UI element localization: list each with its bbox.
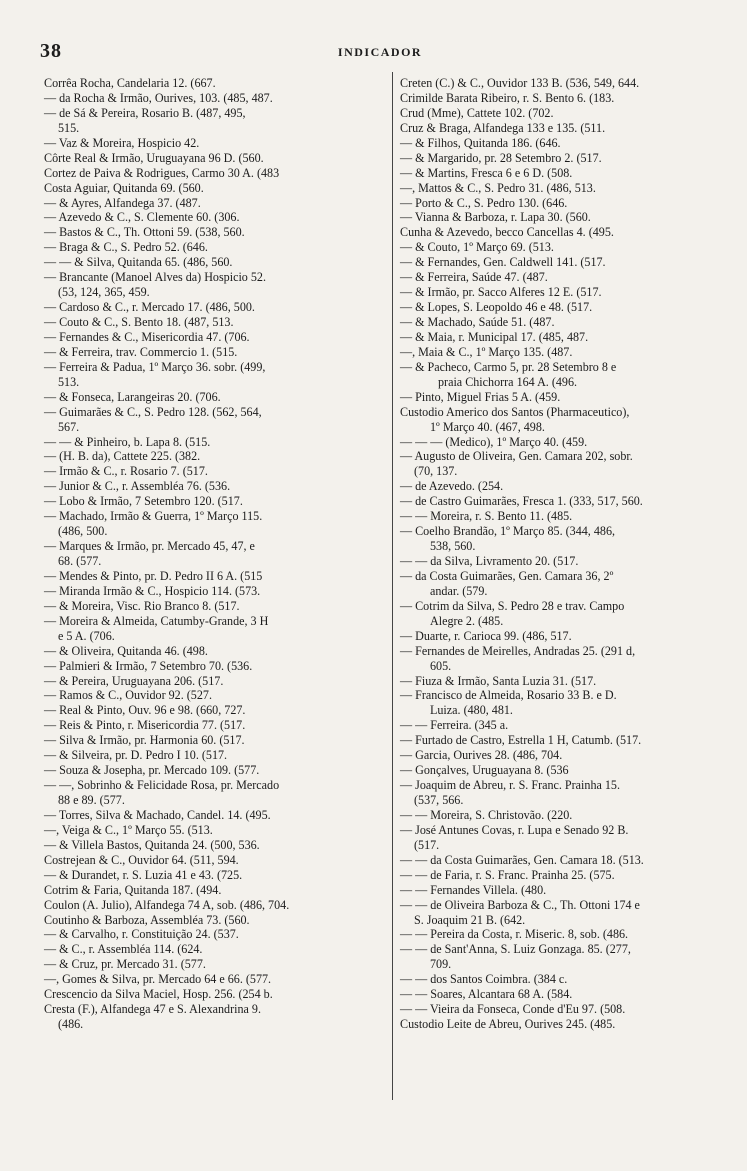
- directory-entry-line: (486, 500.: [58, 524, 108, 539]
- directory-entry-line: — Guimarães & C., S. Pedro 128. (562, 564,: [44, 404, 262, 419]
- directory-entry-line: — Furtado de Castro, Estrella 1 H, Catumb. (517.: [400, 733, 642, 748]
- directory-entry-line: — & Couto, 1º Março 69. (513.: [400, 240, 554, 255]
- directory-entry-line: — & Pacheco, Carmo 5, pr. 28 Setembro 8 e: [400, 359, 617, 374]
- directory-entry-line: Cruz & Braga, Alfandega 133 e 135. (511.: [400, 120, 606, 135]
- directory-entry-line: — Machado, Irmão & Guerra, 1º Março 115.: [44, 509, 263, 524]
- directory-entry-line: (53, 124, 365, 459.: [58, 285, 150, 300]
- directory-entry-line: — de Sá & Pereira, Rosario B. (487, 495,: [44, 105, 246, 120]
- directory-entry-line: — — dos Santos Coimbra. (384 c.: [400, 972, 568, 987]
- directory-entry-line: — — de Oliveira Barboza & C., Th. Ottoni 174 e: [400, 897, 640, 912]
- directory-entry-line: Alegre 2. (485.: [430, 613, 504, 628]
- directory-entry-line: Costrejean & C., Ouvidor 64. (511, 594.: [44, 852, 239, 867]
- directory-entry-line: — — de Sant'Anna, S. Luiz Gonzaga. 85. (277,: [400, 942, 631, 957]
- directory-entry-line: (70, 137.: [414, 464, 458, 479]
- directory-entry-line: (486.: [58, 1017, 84, 1032]
- directory-entry-line: 605.: [430, 658, 452, 673]
- directory-entry-line: —, Veiga & C., 1º Março 55. (513.: [44, 822, 213, 837]
- directory-entry-line: andar. (579.: [430, 583, 488, 598]
- directory-entry-line: — — Ferreira. (345 a.: [400, 718, 509, 733]
- directory-entry-line: 567.: [58, 419, 80, 434]
- directory-entry-line: — Vaz & Moreira, Hospicio 42.: [44, 135, 200, 150]
- directory-entry-line: — & C., r. Assembléa 114. (624.: [44, 942, 203, 957]
- directory-entry-line: — —, Sobrinho & Felicidade Rosa, pr. Mercado: [44, 778, 280, 793]
- directory-entry-line: 538, 560.: [430, 539, 476, 554]
- directory-entry-line: — & Durandet, r. S. Luzia 41 e 43. (725.: [44, 867, 243, 882]
- directory-entry-line: Côrte Real & Irmão, Uruguayana 96 D. (560.: [44, 150, 264, 165]
- directory-entry-line: — Brancante (Manoel Alves da) Hospicio 52.: [44, 270, 266, 285]
- directory-entry-line: — Silva & Irmão, pr. Harmonia 60. (517.: [44, 733, 245, 748]
- directory-entry-line: —, Mattos & C., S. Pedro 31. (486, 513.: [400, 180, 596, 195]
- directory-entry-line: — Torres, Silva & Machado, Candel. 14. (495.: [44, 807, 271, 822]
- directory-entry-line: — José Antunes Covas, r. Lupa e Senado 92 B.: [400, 822, 629, 837]
- directory-entry-line: — Duarte, r. Carioca 99. (486, 517.: [400, 628, 572, 643]
- directory-entry-line: (537, 566.: [414, 793, 464, 807]
- directory-entry-line: — Francisco de Almeida, Rosario 33 B. e D.: [400, 688, 617, 703]
- directory-entry-line: — Fernandes de Meirelles, Andradas 25. (291 d,: [400, 643, 636, 658]
- directory-entry-line: Cresta (F.), Alfandega 47 e S. Alexandrina 9.: [44, 1002, 262, 1017]
- directory-entry-line: Cunha & Azevedo, becco Cancellas 4. (495.: [400, 225, 614, 240]
- directory-entry-line: — & Martins, Fresca 6 e 6 D. (508.: [400, 165, 573, 180]
- directory-entry-line: — — da Silva, Livramento 20. (517.: [400, 554, 579, 568]
- directory-entry-line: — Real & Pinto, Ouv. 96 e 98. (660, 727.: [44, 703, 246, 718]
- directory-entry-line: — & Cruz, pr. Mercado 31. (577.: [44, 957, 206, 972]
- directory-entry-line: — — Moreira, S. Christovão. (220.: [400, 807, 573, 822]
- page-number: 38: [40, 40, 62, 62]
- directory-entry-line: — de Azevedo. (254.: [400, 479, 504, 494]
- directory-entry-line: — & Ayres, Alfandega 37. (487.: [44, 195, 201, 210]
- directory-entry-line: 68. (577.: [58, 554, 102, 568]
- directory-entry-line: — Cotrim da Silva, S. Pedro 28 e trav. Campo: [400, 598, 625, 613]
- directory-entry-line: — — Moreira, r. S. Bento 11. (485.: [400, 509, 573, 524]
- directory-entry-line: — Souza & Josepha, pr. Mercado 109. (577.: [44, 763, 260, 778]
- directory-entry-line: Cortez de Paiva & Rodrigues, Carmo 30 A. (483: [44, 165, 280, 180]
- directory-entry-line: — — de Faria, r. S. Franc. Prainha 25. (575.: [400, 867, 615, 882]
- directory-entry-line: — Bastos & C., Th. Ottoni 59. (538, 560.: [44, 225, 245, 240]
- directory-entry-line: Crud (Mme), Cattete 102. (702.: [400, 105, 554, 120]
- directory-entry-line: Corrêa Rocha, Candelaria 12. (667.: [44, 76, 216, 90]
- directory-entry-line: — Vianna & Barboza, r. Lapa 30. (560.: [400, 210, 591, 225]
- directory-entry-line: 515.: [58, 120, 80, 135]
- directory-entry-line: — & Ferreira, trav. Commercio 1. (515.: [44, 344, 238, 359]
- directory-entry-line: — Reis & Pinto, r. Misericordia 77. (517.: [44, 718, 246, 733]
- directory-entry-line: Coutinho & Barboza, Assembléa 73. (560.: [44, 912, 250, 927]
- page-header: [40, 40, 720, 64]
- column-divider: [392, 72, 393, 1100]
- directory-entry-line: — Pinto, Miguel Frias 5 A. (459.: [400, 389, 561, 404]
- directory-entry-line: — Ferreira & Padua, 1º Março 36. sobr. (499,: [44, 359, 266, 374]
- directory-entry-line: — de Castro Guimarães, Fresca 1. (333, 517, 560.: [400, 494, 643, 509]
- directory-entry-line: — Augusto de Oliveira, Gen. Camara 202, sobr.: [400, 449, 633, 464]
- left-column: [44, 76, 384, 1032]
- directory-entry-line: — — da Costa Guimarães, Gen. Camara 18. (513.: [400, 852, 644, 867]
- right-column: [400, 76, 730, 1032]
- directory-entry-line: 513.: [58, 374, 80, 389]
- directory-entry-line: — da Costa Guimarães, Gen. Camara 36, 2º: [400, 568, 614, 583]
- directory-entry-line: — Joaquim de Abreu, r. S. Franc. Prainha 15.: [400, 778, 621, 793]
- directory-entry-line: Luiza. (480, 481.: [430, 703, 513, 718]
- directory-entry-line: 1º Março 40. (467, 498.: [430, 419, 545, 434]
- directory-entry-line: — & Margarido, pr. 28 Setembro 2. (517.: [400, 150, 602, 165]
- directory-entry-line: — & Maia, r. Municipal 17. (485, 487.: [400, 329, 589, 344]
- directory-entry-line: — — Pereira da Costa, r. Miseric. 8, sob. (486.: [400, 927, 629, 942]
- directory-entry-line: — & Oliveira, Quitanda 46. (498.: [44, 643, 208, 658]
- directory-entry-line: Costa Aguiar, Quitanda 69. (560.: [44, 180, 204, 195]
- directory-entry-line: — Couto & C., S. Bento 18. (487, 513.: [44, 315, 234, 329]
- directory-entry-line: — & Filhos, Quitanda 186. (646.: [400, 135, 561, 150]
- directory-entry-line: — Moreira & Almeida, Catumby-Grande, 3 H: [44, 613, 269, 628]
- directory-entry-line: 88 e 89. (577.: [58, 793, 125, 807]
- directory-entry-line: — Junior & C., r. Assembléa 76. (536.: [44, 479, 231, 494]
- directory-entry-line: — & Lopes, S. Leopoldo 46 e 48. (517.: [400, 300, 593, 315]
- directory-entry-line: Cotrim & Faria, Quitanda 187. (494.: [44, 882, 222, 897]
- directory-entry-line: — Ramos & C., Ouvidor 92. (527.: [44, 688, 212, 703]
- directory-entry-line: — Fiuza & Irmão, Santa Luzia 31. (517.: [400, 673, 597, 688]
- directory-entry-line: — — Soares, Alcantara 68 A. (584.: [400, 987, 573, 1002]
- directory-entry-line: — Fernandes & C., Misericordia 47. (706.: [44, 329, 250, 344]
- directory-entry-line: — & Carvalho, r. Constituição 24. (537.: [44, 927, 239, 942]
- directory-entry-line: — — & Pinheiro, b. Lapa 8. (515.: [44, 434, 211, 449]
- directory-entry-line: — & Fonseca, Larangeiras 20. (706.: [44, 389, 221, 404]
- directory-entry-line: Creten (C.) & C., Ouvidor 133 B. (536, 549, 644.: [400, 76, 640, 90]
- directory-entry-line: —, Maia & C., 1º Março 135. (487.: [400, 344, 573, 359]
- directory-entry-line: — — & Silva, Quitanda 65. (486, 560.: [44, 255, 233, 270]
- directory-entry-line: Crimilde Barata Ribeiro, r. S. Bento 6. (183.: [400, 90, 615, 105]
- directory-entry-line: — & Silveira, pr. D. Pedro I 10. (517.: [44, 748, 228, 763]
- directory-entry-line: — Braga & C., S. Pedro 52. (646.: [44, 240, 208, 255]
- directory-entry-line: — & Fernandes, Gen. Caldwell 141. (517.: [400, 255, 606, 270]
- directory-entry-line: Custodio Americo dos Santos (Pharmaceutico),: [400, 404, 630, 419]
- directory-entry-line: S. Joaquim 21 B. (642.: [414, 912, 526, 927]
- directory-entry-line: — & Villela Bastos, Quitanda 24. (500, 536.: [44, 837, 260, 852]
- directory-entry-line: Coulon (A. Julio), Alfandega 74 A, sob. (486, 704.: [44, 897, 290, 912]
- directory-entry-line: praia Chichorra 164 A. (496.: [438, 374, 578, 389]
- directory-entry-line: — & Moreira, Visc. Rio Branco 8. (517.: [44, 598, 240, 613]
- directory-entry-line: — & Machado, Saúde 51. (487.: [400, 315, 555, 329]
- directory-entry-line: — Gonçalves, Uruguayana 8. (536: [400, 763, 569, 778]
- directory-entry-line: (517.: [414, 837, 440, 852]
- directory-entry-line: e 5 A. (706.: [58, 628, 115, 643]
- directory-entry-line: — Marques & Irmão, pr. Mercado 45, 47, e: [44, 539, 255, 554]
- directory-entry-line: — (H. B. da), Cattete 225. (382.: [44, 449, 201, 464]
- directory-entry-line: —, Gomes & Silva, pr. Mercado 64 e 66. (577.: [44, 972, 272, 987]
- directory-entry-line: — Coelho Brandão, 1º Março 85. (344, 486,: [400, 524, 616, 539]
- directory-entry-line: — & Pereira, Uruguayana 206. (517.: [44, 673, 224, 688]
- directory-entry-line: — Azevedo & C., S. Clemente 60. (306.: [44, 210, 240, 225]
- directory-entry-line: — Irmão & C., r. Rosario 7. (517.: [44, 464, 208, 479]
- directory-entry-line: — Palmieri & Irmão, 7 Setembro 70. (536.: [44, 658, 253, 673]
- running-title: INDICADOR: [337, 45, 423, 59]
- directory-entry-line: — & Irmão, pr. Sacco Alferes 12 E. (517.: [400, 285, 602, 300]
- directory-entry-line: — — — (Medico), 1º Março 40. (459.: [400, 434, 588, 449]
- directory-entry-line: — Cardoso & C., r. Mercado 17. (486, 500.: [44, 300, 255, 315]
- directory-entry-line: 709.: [430, 957, 452, 972]
- directory-entry-line: Custodio Leite de Abreu, Ourives 245. (485.: [400, 1017, 616, 1032]
- directory-entry-line: — Mendes & Pinto, pr. D. Pedro II 6 A. (515: [44, 568, 263, 583]
- directory-entry-line: — — Vieira da Fonseca, Conde d'Eu 97. (508.: [400, 1002, 626, 1017]
- directory-entry-line: — Porto & C., S. Pedro 130. (646.: [400, 195, 568, 210]
- directory-entry-line: Crescencio da Silva Maciel, Hosp. 256. (254 b.: [44, 987, 273, 1002]
- directory-entry-line: — & Ferreira, Saúde 47. (487.: [400, 270, 548, 285]
- directory-entry-line: — Lobo & Irmão, 7 Setembro 120. (517.: [44, 494, 243, 509]
- directory-entry-line: — — Fernandes Villela. (480.: [400, 882, 547, 897]
- directory-entry-line: — Miranda Irmão & C., Hospicio 114. (573.: [44, 583, 261, 598]
- directory-entry-line: — da Rocha & Irmão, Ourives, 103. (485, 487.: [44, 90, 273, 105]
- directory-entry-line: — Garcia, Ourives 28. (486, 704.: [400, 748, 563, 763]
